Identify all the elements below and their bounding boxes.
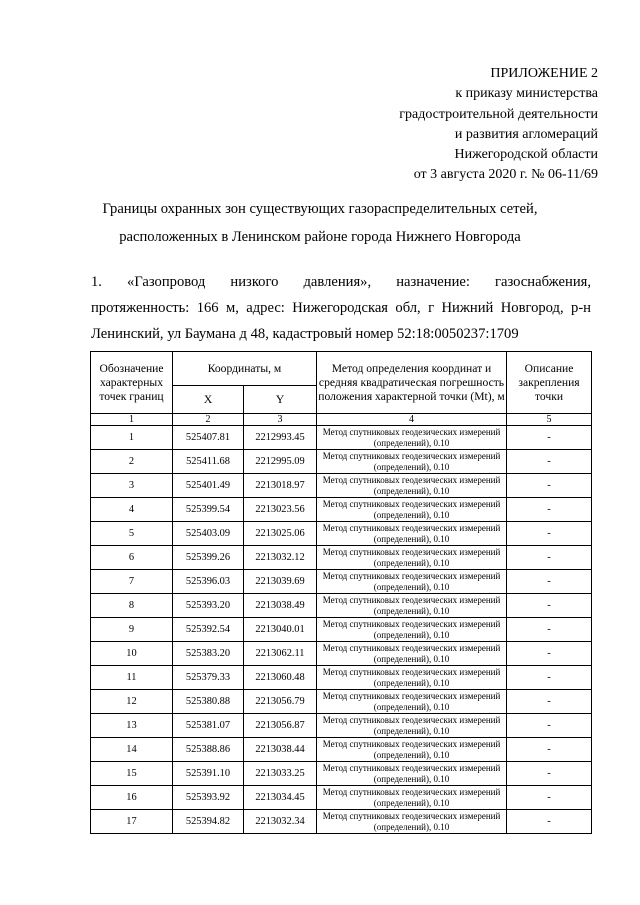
x-coordinate-cell: 525411.68 <box>173 450 244 474</box>
point-number-cell: 9 <box>91 618 173 642</box>
method-cell: Метод спутниковых геодезических измерений (определений), 0.10 <box>317 690 507 714</box>
method-cell: Метод спутниковых геодезических измерений (определений), 0.10 <box>317 546 507 570</box>
method-cell: Метод спутниковых геодезических измерений (определений), 0.10 <box>317 594 507 618</box>
x-coordinate-cell: 525403.09 <box>173 522 244 546</box>
method-cell: Метод спутниковых геодезических измерений (определений), 0.10 <box>317 642 507 666</box>
table-row <box>91 810 592 834</box>
table-row <box>91 618 592 642</box>
description-line-3: Ленинский, ул Баумана д 48, кадастровый номер 52:18:0050237:1709 <box>91 326 519 342</box>
table-row <box>91 498 592 522</box>
description-cell: - <box>507 498 592 522</box>
header-y: Y <box>244 386 317 414</box>
column-number: 4 <box>317 414 507 426</box>
point-number-cell: 7 <box>91 570 173 594</box>
header-method: Метод определения координат и средняя квадратическая погрешность положения характерной точки (Mt), м <box>317 352 507 414</box>
point-number-cell: 12 <box>91 690 173 714</box>
object-description <box>91 269 591 347</box>
y-coordinate-cell: 2213056.79 <box>244 690 317 714</box>
column-number: 2 <box>173 414 244 426</box>
x-coordinate-cell: 525392.54 <box>173 618 244 642</box>
table-row <box>91 714 592 738</box>
y-coordinate-cell: 2213018.97 <box>244 474 317 498</box>
table-row <box>91 546 592 570</box>
table-row <box>91 762 592 786</box>
table-row <box>91 450 592 474</box>
y-coordinate-cell: 2212993.45 <box>244 426 317 450</box>
x-coordinate-cell: 525401.49 <box>173 474 244 498</box>
y-coordinate-cell: 2213034.45 <box>244 786 317 810</box>
point-number-cell: 3 <box>91 474 173 498</box>
point-number-cell: 16 <box>91 786 173 810</box>
method-cell: Метод спутниковых геодезических измерений (определений), 0.10 <box>317 786 507 810</box>
table-row <box>91 786 592 810</box>
point-number-cell: 8 <box>91 594 173 618</box>
point-number-cell: 17 <box>91 810 173 834</box>
y-coordinate-cell: 2213032.34 <box>244 810 317 834</box>
header-coordinates: Координаты, м <box>173 352 317 386</box>
description-cell: - <box>507 618 592 642</box>
point-number-cell: 1 <box>91 426 173 450</box>
description-cell: - <box>507 690 592 714</box>
table-row <box>91 570 592 594</box>
table-row <box>91 522 592 546</box>
method-cell: Метод спутниковых геодезических измерений (определений), 0.10 <box>317 450 507 474</box>
y-coordinate-cell: 2213023.56 <box>244 498 317 522</box>
x-coordinate-cell: 525399.54 <box>173 498 244 522</box>
point-number-cell: 10 <box>91 642 173 666</box>
method-cell: Метод спутниковых геодезических измерений (определений), 0.10 <box>317 498 507 522</box>
description-cell: - <box>507 426 592 450</box>
point-number-cell: 4 <box>91 498 173 522</box>
method-cell: Метод спутниковых геодезических измерений (определений), 0.10 <box>317 810 507 834</box>
coordinates-table <box>90 351 592 834</box>
x-coordinate-cell: 525407.81 <box>173 426 244 450</box>
method-cell: Метод спутниковых геодезических измерений (определений), 0.10 <box>317 738 507 762</box>
appendix-label: ПРИЛОЖЕНИЕ 2 <box>490 66 598 81</box>
title-line-1: Границы охранных зон существующих газораспределительных сетей, <box>102 201 538 217</box>
x-coordinate-cell: 525379.33 <box>173 666 244 690</box>
x-coordinate-cell: 525393.92 <box>173 786 244 810</box>
ministry-line: градостроительной деятельности <box>399 106 598 122</box>
method-cell: Метод спутниковых геодезических измерений (определений), 0.10 <box>317 714 507 738</box>
x-coordinate-cell: 525391.10 <box>173 762 244 786</box>
y-coordinate-cell: 2213038.44 <box>244 738 317 762</box>
method-cell: Метод спутниковых геодезических измерений (определений), 0.10 <box>317 618 507 642</box>
description-cell: - <box>507 570 592 594</box>
description-cell: - <box>507 810 592 834</box>
point-number-cell: 5 <box>91 522 173 546</box>
x-coordinate-cell: 525383.20 <box>173 642 244 666</box>
description-cell: - <box>507 666 592 690</box>
header-x: X <box>173 386 244 414</box>
header-description: Описание закрепления точки <box>507 352 592 414</box>
y-coordinate-cell: 2213062.11 <box>244 642 317 666</box>
y-coordinate-cell: 2213060.48 <box>244 666 317 690</box>
method-cell: Метод спутниковых геодезических измерений (определений), 0.10 <box>317 762 507 786</box>
description-cell: - <box>507 522 592 546</box>
table-row <box>91 666 592 690</box>
y-coordinate-cell: 2213032.12 <box>244 546 317 570</box>
y-coordinate-cell: 2213025.06 <box>244 522 317 546</box>
description-line-1: 1. «Газопровод низкого давления», назначение: газоснабжения, <box>91 274 591 290</box>
column-number: 5 <box>507 414 592 426</box>
description-line-2: протяженность: 166 м, адрес: Нижегородская обл, г Нижний Новгород, р-н <box>91 300 591 316</box>
y-coordinate-cell: 2213040.01 <box>244 618 317 642</box>
y-coordinate-cell: 2212995.09 <box>244 450 317 474</box>
point-number-cell: 6 <box>91 546 173 570</box>
title-line-2: расположенных в Ленинском районе города Нижнего Новгорода <box>119 229 521 245</box>
point-number-cell: 13 <box>91 714 173 738</box>
description-cell: - <box>507 738 592 762</box>
x-coordinate-cell: 525381.07 <box>173 714 244 738</box>
order-date-number: от 3 августа 2020 г. № 06-11/69 <box>413 167 598 183</box>
x-coordinate-cell: 525388.86 <box>173 738 244 762</box>
y-coordinate-cell: 2213056.87 <box>244 714 317 738</box>
point-number-cell: 15 <box>91 762 173 786</box>
region-line: Нижегородской области <box>454 147 598 163</box>
point-number-cell: 2 <box>91 450 173 474</box>
method-cell: Метод спутниковых геодезических измерений (определений), 0.10 <box>317 426 507 450</box>
y-coordinate-cell: 2213033.25 <box>244 762 317 786</box>
x-coordinate-cell: 525380.88 <box>173 690 244 714</box>
y-coordinate-cell: 2213039.69 <box>244 570 317 594</box>
order-reference-line: к приказу министерства <box>455 86 598 102</box>
point-number-cell: 11 <box>91 666 173 690</box>
point-number-cell: 14 <box>91 738 173 762</box>
description-cell: - <box>507 594 592 618</box>
method-cell: Метод спутниковых геодезических измерений (определений), 0.10 <box>317 666 507 690</box>
description-cell: - <box>507 714 592 738</box>
description-cell: - <box>507 642 592 666</box>
description-cell: - <box>507 786 592 810</box>
description-cell: - <box>507 450 592 474</box>
ministry-line-2: и развития агломераций <box>454 126 598 142</box>
description-cell: - <box>507 546 592 570</box>
table-row <box>91 690 592 714</box>
column-number: 3 <box>244 414 317 426</box>
description-cell: - <box>507 762 592 786</box>
method-cell: Метод спутниковых геодезических измерений (определений), 0.10 <box>317 474 507 498</box>
x-coordinate-cell: 525399.26 <box>173 546 244 570</box>
table-row <box>91 426 592 450</box>
x-coordinate-cell: 525394.82 <box>173 810 244 834</box>
description-cell: - <box>507 474 592 498</box>
table-row <box>91 594 592 618</box>
table-row <box>91 642 592 666</box>
table-row <box>91 738 592 762</box>
appendix-header <box>399 64 598 186</box>
x-coordinate-cell: 525393.20 <box>173 594 244 618</box>
document-title <box>60 195 580 251</box>
x-coordinate-cell: 525396.03 <box>173 570 244 594</box>
header-point: Обозначение характерных точек границ <box>91 352 173 414</box>
method-cell: Метод спутниковых геодезических измерений (определений), 0.10 <box>317 522 507 546</box>
table-row <box>91 474 592 498</box>
y-coordinate-cell: 2213038.49 <box>244 594 317 618</box>
column-number: 1 <box>91 414 173 426</box>
method-cell: Метод спутниковых геодезических измерений (определений), 0.10 <box>317 570 507 594</box>
